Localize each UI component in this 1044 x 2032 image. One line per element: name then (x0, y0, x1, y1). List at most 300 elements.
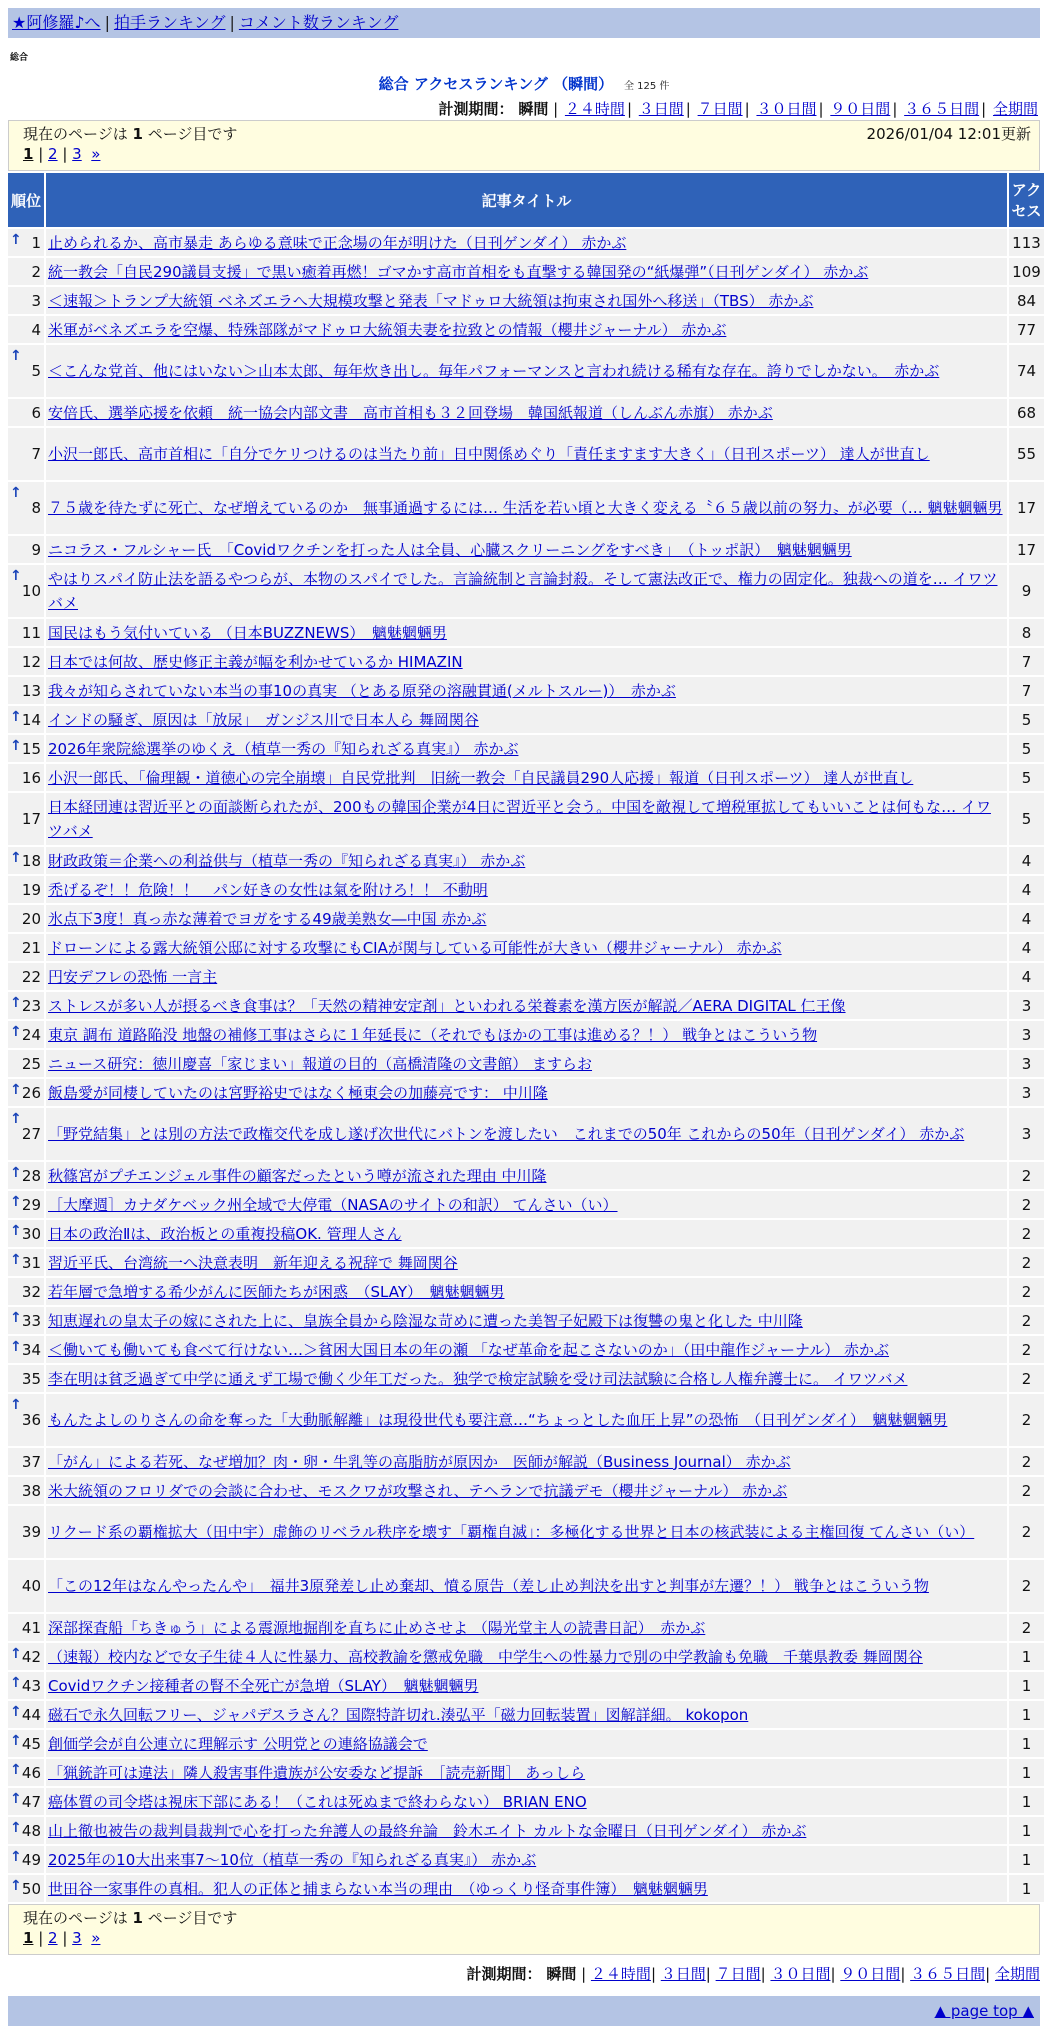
article-link[interactable]: 李在明は貧乏過ぎて中学に通えず工場で働く少年工だった。独学で検定試験を受け司法試験に合格し人権弁護士に。 イワツバメ (48, 1369, 908, 1388)
table-row (8, 1875, 1044, 1902)
period-selector-top: 計測期間： 瞬間 | ２４時間 | ３日間 | ７日間 | ３０日間 | ９０日間 | ３６５日間 | 全期間 (438, 100, 1038, 118)
table-row (8, 1846, 1044, 1873)
up-arrow-icon: ↑ (10, 1704, 22, 1720)
rank-number: 46 (21, 1763, 41, 1782)
header-rank: 順位 (8, 173, 44, 227)
article-link[interactable]: 「この12年はなんやったんや」 福井3原発差し止め棄却、憤る原告（差し止め判決を出すと判事が左遷？！） 戦争とはこういう物 (48, 1577, 929, 1595)
table-row (8, 428, 1044, 480)
link-comment-ranking[interactable]: コメント数ランキング (238, 13, 399, 32)
access-count: 5 (1009, 706, 1044, 733)
up-arrow-icon: ↑ (10, 1849, 22, 1865)
rank-cell (8, 1672, 44, 1699)
rank-cell (8, 1448, 44, 1475)
rank-number: 9 (31, 540, 41, 559)
article-link[interactable]: インドの騒ぎ、原因は「放尿」 ガンジス川で日本人ら 舞岡関谷 (48, 710, 479, 729)
title-cell (46, 229, 1007, 256)
period-24h[interactable]: ２４時間 (564, 100, 625, 118)
article-link[interactable]: 禿げるぞ！！危険！！ パン好きの女性は氣を附けろ！！ 不動明 (48, 880, 488, 899)
page-1-current: 1 (23, 1929, 34, 1947)
rank-cell (8, 1191, 44, 1218)
access-count: 3 (1009, 1108, 1044, 1160)
access-count: 1 (1009, 1788, 1044, 1815)
pager-top: 現在のページは 1 ページ目です 2026/01/04 12:01更新 1 | 2 | 3 » (8, 120, 1040, 171)
article-link[interactable]: 2025年の10大出来事7～10位（植草一秀の『知られざる真実』） 赤かぶ (48, 1850, 537, 1869)
rank-number: 38 (21, 1481, 41, 1500)
rank-number: 10 (21, 582, 41, 600)
rank-cell (8, 1365, 44, 1392)
period-30d[interactable]: ３０日間 (770, 1965, 831, 1983)
title-cell (46, 316, 1007, 343)
title-cell (46, 1672, 1007, 1699)
rank-cell (8, 677, 44, 704)
article-link[interactable]: 習近平氏、台湾統一へ決意表明 新年迎える祝辞で 舞岡関谷 (48, 1253, 458, 1272)
table-row (8, 1079, 1044, 1106)
table-row (8, 706, 1044, 733)
article-link[interactable]: 「猟銃許可は違法」隣人殺害事件遺族が公安委など提訴 ［読売新聞］ あっしら (48, 1763, 586, 1782)
page-2-link[interactable]: 2 (48, 1929, 58, 1947)
article-link[interactable]: 磁石で永久回転フリー、ジャパデスラさん？国際特許切れ.湊弘平「磁力回転装置」図解詳細。 kokopon (48, 1705, 749, 1724)
rank-cell (8, 258, 44, 285)
rank-number: 29 (21, 1195, 41, 1214)
rank-number: 49 (21, 1850, 41, 1869)
table-row (8, 1365, 1044, 1392)
period-365d[interactable]: ３６５日間 (904, 100, 980, 118)
rank-number: 18 (21, 851, 41, 870)
access-count: 9 (1009, 565, 1044, 617)
footer-bar (8, 1996, 1040, 2026)
title-cell (46, 1560, 1007, 1612)
table-row (8, 1560, 1044, 1612)
article-link[interactable]: ドローンによる露大統領公邸に対する攻撃にもCIAが関与している可能性が大きい（櫻井ジャーナル） 赤かぶ (48, 938, 782, 957)
rank-number: 43 (21, 1676, 41, 1695)
up-arrow-icon: ↑ (10, 1111, 22, 1127)
access-count: 1 (1009, 1643, 1044, 1670)
article-link[interactable]: やはりスパイ防止法を語るやつらが、本物のスパイでした。言論統制と言論封殺。そして憲法改正で、権力の固定化。独裁への道を… イワツバメ (48, 570, 998, 612)
current-page-text: 現在のページは 1 ページ目です (23, 1909, 238, 1927)
article-link[interactable]: ＜こんな党首、他にはいない＞山本太郎、毎年炊き出し。毎年パフォーマンスと言われ続ける稀有な存在。誇りでしかない。 赤かぶ (48, 362, 940, 380)
rank-cell (8, 1759, 44, 1786)
header-title: 記事タイトル (46, 173, 1007, 227)
rank-cell (8, 934, 44, 961)
title-cell (46, 258, 1007, 285)
rank-number: 13 (21, 681, 41, 700)
title-cell (46, 1817, 1007, 1844)
article-link[interactable]: 安倍氏、選挙応援を依頼 統一協会内部文書 高市首相も３２回登場 韓国紙報道（しんぶん赤旗） 赤かぶ (48, 403, 773, 422)
article-link[interactable]: 「野党結集」とは別の方法で政権交代を成し遂げ次世代にバトンを渡したい これまでの50年 これからの50年（日刊ゲンダイ） 赤かぶ (48, 1125, 965, 1143)
access-count: 109 (1009, 258, 1044, 285)
table-row (8, 1759, 1044, 1786)
access-count: 7 (1009, 677, 1044, 704)
access-count: 8 (1009, 619, 1044, 646)
up-arrow-icon: ↑ (10, 1223, 22, 1239)
article-link[interactable]: リクード系の覇権拡大（田中宇）虚飾のリベラル秩序を壊す「覇権自滅」：多極化する世界と日本の核武装による主権回復 てんさい（い） (48, 1523, 975, 1541)
access-count: 4 (1009, 934, 1044, 961)
article-link[interactable]: 飯島愛が同棲していたのは宮野裕史ではなく極東会の加藤亮です： 中川隆 (48, 1083, 548, 1102)
period-30d[interactable]: ３０日間 (756, 100, 817, 118)
table-row (8, 565, 1044, 617)
rank-cell (8, 1162, 44, 1189)
table-row (8, 905, 1044, 932)
rank-cell (8, 345, 44, 397)
access-count: 2 (1009, 1365, 1044, 1392)
access-count: 2 (1009, 1560, 1044, 1612)
article-link[interactable]: 東京 調布 道路陥没 地盤の補修工事はさらに１年延長に（それでもほかの工事は進める？！） 戦争とはこういう物 (48, 1025, 818, 1044)
access-count: 55 (1009, 428, 1044, 480)
rank-cell (8, 1788, 44, 1815)
access-count: 1 (1009, 1701, 1044, 1728)
title-cell (46, 1394, 1007, 1446)
table-row (8, 1817, 1044, 1844)
period-current: 瞬間 (518, 100, 549, 118)
access-count: 7 (1009, 648, 1044, 675)
table-row (8, 1108, 1044, 1160)
rank-cell (8, 536, 44, 563)
table-row (8, 1448, 1044, 1475)
rank-cell (8, 1506, 44, 1558)
page-3-link[interactable]: 3 (72, 1929, 82, 1947)
updated-timestamp: 2026/01/04 12:01更新 (866, 125, 1031, 143)
rank-cell (8, 793, 44, 845)
table-row (8, 793, 1044, 845)
table-row (8, 1506, 1044, 1558)
article-link[interactable]: 世田谷一家事件の真相。犯人の正体と捕まらない本当の理由 （ゆっくり怪奇事件簿） 魑魅魍魎男 (48, 1879, 708, 1898)
article-link[interactable]: 我々が知らされていない本当の事10の真実 （とある原発の溶融貫通(メルトスルー)） 赤かぶ (48, 681, 676, 700)
table-row (8, 735, 1044, 762)
table-row (8, 963, 1044, 990)
page-1-current: 1 (23, 145, 34, 163)
page-2-link[interactable]: 2 (48, 145, 58, 163)
table-row (8, 1249, 1044, 1276)
next-page-link[interactable]: » (91, 145, 101, 163)
article-link[interactable]: ＜働いても働いても食べて行けない…＞貧困大国日本の年の瀬 「なぜ革命を起こさないのか」（田中龍作ジャーナル） 赤かぶ (48, 1340, 889, 1359)
title-cell (46, 1759, 1007, 1786)
access-count: 4 (1009, 905, 1044, 932)
rank-number: 39 (21, 1523, 41, 1541)
title-cell (46, 1365, 1007, 1392)
title-cell (46, 876, 1007, 903)
rank-cell (8, 905, 44, 932)
rank-number: 48 (21, 1821, 41, 1840)
table-row (8, 992, 1044, 1019)
table-row (8, 1162, 1044, 1189)
table-row (8, 1614, 1044, 1641)
access-count: 2 (1009, 1249, 1044, 1276)
rank-cell (8, 1079, 44, 1106)
rank-number: 33 (21, 1311, 41, 1330)
rank-cell (8, 1701, 44, 1728)
title-cell (46, 428, 1007, 480)
title-cell (46, 1021, 1007, 1048)
rank-cell (8, 287, 44, 314)
period-24h[interactable]: ２４時間 (590, 1965, 651, 1983)
period-7d[interactable]: ７日間 (715, 1965, 761, 1983)
rank-number: 26 (21, 1083, 41, 1102)
title-cell (46, 735, 1007, 762)
title-cell (46, 793, 1007, 845)
article-link[interactable]: 山上徹也被告の裁判員裁判で心を打った弁護人の最終弁論 鈴木エイト カルトな金曜日（日刊ゲンダイ） 赤かぶ (48, 1821, 807, 1840)
pager-bottom: 現在のページは 1 ページ目です 1 | 2 | 3 » (8, 1904, 1040, 1955)
title-cell (46, 1643, 1007, 1670)
rank-number: 34 (21, 1340, 41, 1359)
access-count: 1 (1009, 1875, 1044, 1902)
access-count: 2 (1009, 1506, 1044, 1558)
rank-cell (8, 876, 44, 903)
title-cell (46, 287, 1007, 314)
access-count: 17 (1009, 482, 1044, 534)
rank-number: 37 (21, 1452, 41, 1471)
rank-cell (8, 1307, 44, 1334)
article-link[interactable]: 氷点下3度！真っ赤な薄着でヨガをする49歳美熟女―中国 赤かぶ (48, 909, 487, 928)
period-label: 計測期間： (466, 1965, 542, 1983)
article-link[interactable]: 日本の政治Ⅱは、政治板との重複投稿OK. 管理人さん (48, 1224, 402, 1243)
rank-number: 2 (31, 262, 41, 281)
rank-cell (8, 847, 44, 874)
rank-number: 1 (31, 233, 41, 252)
title-cell (46, 345, 1007, 397)
table-row (8, 876, 1044, 903)
up-arrow-icon: ↑ (10, 1339, 22, 1355)
article-link[interactable]: 統一教会「自民290議員支援」で黒い癒着再燃！ゴマかす高市首相をも直撃する韓国発の“紙爆弾”（日刊ゲンダイ） 赤かぶ (48, 262, 869, 281)
up-arrow-icon: ↑ (10, 1791, 22, 1807)
access-count: 5 (1009, 764, 1044, 791)
title-cell (46, 1336, 1007, 1363)
access-count: 2 (1009, 1278, 1044, 1305)
period-3d[interactable]: ３日間 (660, 1965, 706, 1983)
article-link[interactable]: 知恵遅れの皇太子の嫁にされた上に、皇族全員から陰湿な苛めに遭った美智子妃殿下は復讐の鬼と化した 中川隆 (48, 1311, 803, 1330)
access-count: 113 (1009, 229, 1044, 256)
title-cell (46, 1506, 1007, 1558)
rank-cell (8, 735, 44, 762)
article-link[interactable]: 深部探査船「ちきゅう」による震源地掘削を直ちに止めさせよ （陽光堂主人の読書日記） 赤かぶ (48, 1618, 706, 1637)
period-selector-bottom: 計測期間： 瞬間 | ２４時間| ３日間| ７日間| ３０日間| ９０日間| ３６５日間| 全期間 (466, 1965, 1040, 1983)
access-count: 2 (1009, 1614, 1044, 1641)
up-arrow-icon: ↑ (10, 232, 22, 248)
article-link[interactable]: 止められるか、高市暴走 あらゆる意味で正念場の年が明けた（日刊ゲンダイ） 赤かぶ (48, 233, 627, 252)
access-count: 1 (1009, 1672, 1044, 1699)
rank-cell (8, 648, 44, 675)
up-arrow-icon: ↑ (10, 1762, 22, 1778)
rank-number: 41 (21, 1618, 41, 1637)
article-link[interactable]: 「がん」による若死、なぜ増加？肉・卵・牛乳等の高脂肪が原因か 医師が解説（Business Journal） 赤かぶ (48, 1452, 791, 1471)
rank-number: 40 (21, 1577, 41, 1595)
rank-number: 24 (21, 1025, 41, 1044)
period-3d[interactable]: ３日間 (638, 100, 684, 118)
up-arrow-icon: ↑ (10, 1024, 22, 1040)
article-link[interactable]: もんたよしのりさんの命を奪った「大動脈解離」は現役世代も要注意…“ちょっとした血圧上昇”の恐怖 （日刊ゲンダイ） 魑魅魍魎男 (48, 1411, 948, 1429)
rank-number: 15 (21, 739, 41, 758)
rank-number: 44 (21, 1705, 41, 1724)
title-cell (46, 536, 1007, 563)
title-cell (46, 1108, 1007, 1160)
table-row (8, 1730, 1044, 1757)
article-link[interactable]: （速報）校内などで女子生徒４人に性暴力、高校教諭を懲戒免職 中学生への性暴力で別の中学教諭も免職 千葉県教委 舞岡関谷 (48, 1647, 923, 1666)
article-link[interactable]: 小沢一郎氏、「倫理観・道徳心の完全崩壊」自民党批判 旧統一教会「自民議員290人応援」報道（日刊スポーツ） 達人が世直し (48, 768, 914, 787)
up-arrow-icon: ↑ (10, 995, 22, 1011)
access-count: 4 (1009, 847, 1044, 874)
title-cell (46, 1220, 1007, 1247)
rank-cell (8, 1643, 44, 1670)
period-all[interactable]: 全期間 (992, 100, 1038, 118)
up-arrow-icon: ↑ (10, 1675, 22, 1691)
rank-number: 20 (21, 909, 41, 928)
period-90d[interactable]: ９０日間 (840, 1965, 901, 1983)
page-3-link[interactable]: 3 (72, 145, 82, 163)
article-link[interactable]: ニュース研究：徳川慶喜「家じまい」報道の目的（高橋清隆の文書館） ますらお (48, 1054, 593, 1073)
title-cell (46, 1162, 1007, 1189)
rank-cell (8, 1108, 44, 1160)
access-count: 3 (1009, 1050, 1044, 1077)
rank-number: 22 (21, 967, 41, 986)
access-count: 77 (1009, 316, 1044, 343)
rank-number: 25 (21, 1054, 41, 1073)
title-cell (46, 399, 1007, 426)
up-arrow-icon: ↑ (10, 738, 22, 754)
rank-cell (8, 229, 44, 256)
title-cell (46, 963, 1007, 990)
top-nav-bar (8, 8, 1040, 38)
title-cell (46, 1477, 1007, 1504)
up-arrow-icon: ↑ (10, 1820, 22, 1836)
next-page-link[interactable]: » (91, 1929, 101, 1947)
rank-cell (8, 1477, 44, 1504)
access-count: 2 (1009, 1477, 1044, 1504)
article-link[interactable]: 秋篠宮がプチエンジェル事件の顧客だったという噂が流された理由 中川隆 (48, 1166, 547, 1185)
article-link[interactable]: 日本経団連は習近平との面談断られたが、200もの韓国企業が4日に習近平と会う。中国を敵視して増税軍拡してもいいことは何もな… イワツバメ (48, 798, 991, 840)
article-link[interactable]: 財政政策＝企業への利益供与（植草一秀の『知られざる真実』） 赤かぶ (48, 851, 526, 870)
table-row (8, 1643, 1044, 1670)
table-row (8, 1278, 1044, 1305)
table-row (8, 1021, 1044, 1048)
article-link[interactable]: 癌体質の司令塔は視床下部にある！（これは死ぬまで終わらない） BRIAN ENO (48, 1792, 587, 1811)
title-cell (46, 764, 1007, 791)
period-7d[interactable]: ７日間 (697, 100, 743, 118)
article-link[interactable]: 若年層で急増する希少がんに医師たちが困惑 （SLAY） 魑魅魍魎男 (48, 1282, 505, 1301)
rank-number: 45 (21, 1734, 41, 1753)
table-row (8, 1220, 1044, 1247)
up-arrow-icon: ↑ (10, 1646, 22, 1662)
access-count: 2 (1009, 1448, 1044, 1475)
rank-cell (8, 482, 44, 534)
rank-cell (8, 1875, 44, 1902)
article-link[interactable]: 2026年衆院総選挙のゆくえ（植草一秀の『知られざる真実』） 赤かぶ (48, 739, 519, 758)
rank-cell (8, 399, 44, 426)
rank-cell (8, 565, 44, 617)
title-cell (46, 1788, 1007, 1815)
table-row (8, 316, 1044, 343)
article-link[interactable]: ニコラス・フルシャー氏 「Covidワクチンを打った人は全員、心臓スクリーニングをすべき」 （トッポ訳） 魑魅魍魎男 (48, 540, 852, 559)
article-link[interactable]: 米大統領のフロリダでの会談に合わせ、モスクワが攻撃され、テヘランで抗議デモ（櫻井ジャーナル） 赤かぶ (48, 1481, 788, 1500)
up-arrow-icon: ↑ (10, 348, 22, 364)
rank-number: 27 (21, 1125, 41, 1143)
article-link[interactable]: 円安デフレの恐怖 一言主 (48, 967, 218, 986)
link-clap-ranking[interactable]: 拍手ランキング (113, 13, 226, 32)
table-row (8, 619, 1044, 646)
title-cell (46, 847, 1007, 874)
article-link[interactable]: ７５歳を待たずに死亡、なぜ増えているのか 無事通過するには… 生活を若い頃と大きく変える〝６５歳以前の努力〟が必要（… 魑魅魍魎男 (48, 499, 1003, 517)
title-cell (46, 934, 1007, 961)
page-top-link[interactable]: ▲ page top ▲ (934, 2002, 1034, 2020)
title-cell (46, 1875, 1007, 1902)
access-count: 3 (1009, 1021, 1044, 1048)
table-row (8, 1307, 1044, 1334)
article-link[interactable]: 米軍がベネズエラを空爆、特殊部隊がマドゥロ大統領夫妻を拉致との情報（櫻井ジャーナル） 赤かぶ (48, 320, 727, 339)
rank-number: 14 (21, 710, 41, 729)
rank-number: 42 (21, 1647, 41, 1666)
period-current: 瞬間 (546, 1965, 577, 1983)
period-90d[interactable]: ９０日間 (830, 100, 891, 118)
article-link[interactable]: 創価学会が自公連立に理解示す 公明党との連絡協議会で (48, 1734, 428, 1753)
table-row (8, 1050, 1044, 1077)
access-count: 2 (1009, 1220, 1044, 1247)
access-count: 1 (1009, 1730, 1044, 1757)
rank-number: 3 (31, 291, 41, 310)
up-arrow-icon: ↑ (10, 709, 22, 725)
page-title-row (8, 73, 1040, 94)
access-count: 3 (1009, 1079, 1044, 1106)
table-row (8, 345, 1044, 397)
rank-number: 50 (21, 1879, 41, 1898)
rank-number: 31 (21, 1253, 41, 1272)
period-label: 計測期間： (438, 100, 514, 118)
access-count: 74 (1009, 345, 1044, 397)
article-link[interactable]: 国民はもう気付いている （日本BUZZNEWS） 魑魅魍魎男 (48, 623, 447, 642)
title-cell (46, 565, 1007, 617)
title-cell (46, 648, 1007, 675)
title-cell (46, 1278, 1007, 1305)
table-row (8, 536, 1044, 563)
table-row (8, 399, 1044, 426)
rank-cell (8, 764, 44, 791)
period-365d[interactable]: ３６５日間 (910, 1965, 986, 1983)
table-row (8, 229, 1044, 256)
article-link[interactable]: ストレスが多い人が摂るべき食事は？「天然の精神安定剤」といわれる栄養素を漢方医が解説／AERA DIGITAL 仁王像 (48, 996, 846, 1015)
rank-number: 28 (21, 1166, 41, 1185)
article-link[interactable]: 日本では何故、歴史修正主義が幅を利かせているか HIMAZIN (48, 652, 463, 671)
up-arrow-icon: ↑ (10, 485, 22, 501)
rank-cell (8, 1249, 44, 1276)
title-cell (46, 706, 1007, 733)
link-ashura-home[interactable]: ★阿修羅♪へ (12, 13, 101, 32)
up-arrow-icon: ↑ (10, 1194, 22, 1210)
article-link[interactable]: ＜速報＞トランプ大統領 ベネズエラへ大規模攻撃と発表「マドゥロ大統領は拘束され国外へ移送」（TBS） 赤かぶ (48, 291, 814, 310)
access-count: 2 (1009, 1336, 1044, 1363)
rank-number: 6 (31, 403, 41, 422)
access-count: 2 (1009, 1307, 1044, 1334)
article-link[interactable]: Covidワクチン接種者の腎不全死亡が急増（SLAY） 魑魅魍魎男 (48, 1676, 479, 1695)
total-count: 全 125 件 (623, 81, 670, 92)
access-count: 2 (1009, 1162, 1044, 1189)
table-row (8, 1788, 1044, 1815)
rank-number: 8 (31, 499, 41, 517)
table-row (8, 677, 1044, 704)
rank-number: 11 (21, 623, 41, 642)
access-count: 68 (1009, 399, 1044, 426)
title-cell (46, 677, 1007, 704)
article-link[interactable]: 小沢一郎氏、高市首相に「自分でケリつけるのは当たり前」日中関係めぐり「責任ますます大きく」（日刊スポーツ） 達人が世直し (48, 445, 930, 463)
table-row (8, 1191, 1044, 1218)
rank-cell (8, 963, 44, 990)
ranking-table (6, 171, 1044, 1904)
period-all[interactable]: 全期間 (994, 1965, 1040, 1983)
rank-cell (8, 992, 44, 1019)
table-row (8, 847, 1044, 874)
title-cell (46, 1050, 1007, 1077)
rank-cell (8, 316, 44, 343)
table-row (8, 764, 1044, 791)
article-link[interactable]: ［大摩週］カナダケベック州全域で大停電（NASAのサイトの和訳） てんさい（い） (48, 1195, 618, 1214)
up-arrow-icon: ↑ (10, 1878, 22, 1894)
title-cell (46, 1701, 1007, 1728)
